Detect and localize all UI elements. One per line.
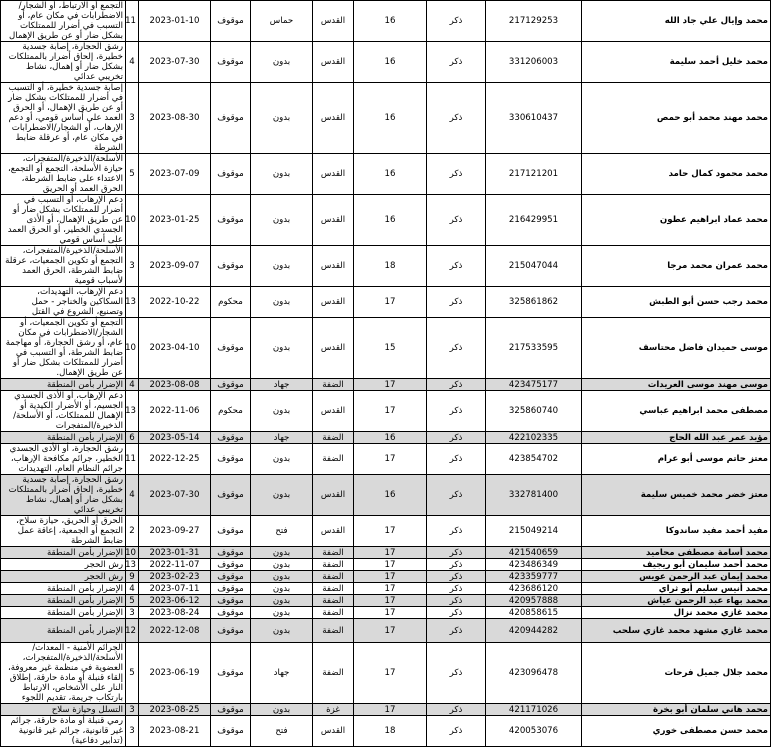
cell-id: 421540659 [486,547,582,559]
table-row [1,559,771,571]
cell-affiliation: بدون [251,547,313,559]
table-row [1,318,771,379]
cell-name: محمد عمران محمد مرجا [582,246,771,287]
cell-count: 3 [126,246,139,287]
cell-count: 4 [126,42,139,83]
table-body [1,1,771,747]
cell-count: 12 [126,619,139,643]
cell-date: 2023-01-25 [139,195,211,246]
cell-id: 420944282 [486,619,582,643]
cell-name: محمد عماد ابراهيم عطون [582,195,771,246]
cell-status: موقوف [211,583,251,595]
cell-charges: الإضرار بأمن المنطقة [1,379,126,391]
cell-region: الضفة [313,619,354,643]
cell-affiliation: بدون [251,559,313,571]
cell-date: 2023-06-19 [139,643,211,704]
cell-charges: دعم الإرهاب، التهديدات، السكاكين والخناجر - حمل وتصنيع، الشروع في القتل [1,287,126,318]
cell-date: 2023-04-10 [139,318,211,379]
cell-gender: ذكر [427,704,486,716]
cell-id: 217129253 [486,1,582,42]
cell-name: محمد أحمد سليمان أبو ريجيف [582,559,771,571]
table-row [1,516,771,547]
cell-name: محمد خليل أحمد سليمة [582,42,771,83]
cell-status: موقوف [211,432,251,444]
cell-affiliation: بدون [251,571,313,583]
cell-date: 2022-12-08 [139,619,211,643]
table-row [1,391,771,432]
cell-gender: ذكر [427,391,486,432]
cell-region: القدس [313,1,354,42]
cell-count: 5 [126,595,139,607]
cell-charges: رشق الحجارة، أو الأذى الجسدي الخطير، جرائم مكافحة الإرهاب، جرائم النظام العام، التهديدات [1,444,126,475]
cell-gender: ذكر [427,607,486,619]
cell-count: 4 [126,475,139,516]
cell-count: 13 [126,559,139,571]
cell-region: القدس [313,154,354,195]
cell-name: محمد غازي محمد نزال [582,607,771,619]
cell-gender: ذكر [427,475,486,516]
cell-status: موقوف [211,444,251,475]
cell-status: موقوف [211,571,251,583]
cell-date: 2022-12-25 [139,444,211,475]
cell-charges: رش الحجر [1,571,126,583]
cell-id: 420957888 [486,595,582,607]
cell-age: 17 [354,391,427,432]
cell-id: 422102335 [486,432,582,444]
table-row [1,607,771,619]
cell-name: محمد بهاء عبد الرحمن عياش [582,595,771,607]
cell-date: 2023-08-25 [139,704,211,716]
cell-name: موسى حميدان فاضل محتاسف [582,318,771,379]
cell-affiliation: بدون [251,595,313,607]
cell-charges: الإضرار بأمن المنطقة [1,619,126,643]
cell-charges: الإضرار بأمن المنطقة [1,547,126,559]
cell-gender: ذكر [427,595,486,607]
table-row [1,643,771,704]
cell-age: 18 [354,246,427,287]
cell-gender: ذكر [427,619,486,643]
cell-affiliation: فتح [251,516,313,547]
cell-count: 6 [126,432,139,444]
cell-region: الضفة [313,571,354,583]
cell-date: 2023-01-31 [139,547,211,559]
cell-gender: ذكر [427,42,486,83]
cell-id: 423359777 [486,571,582,583]
cell-age: 16 [354,195,427,246]
cell-affiliation: بدون [251,475,313,516]
table-row [1,619,771,643]
cell-id: 215047044 [486,246,582,287]
table-row [1,704,771,716]
cell-status: موقوف [211,547,251,559]
cell-name: محمد هاني سلمان أبو بخرة [582,704,771,716]
cell-charges: الإضرار بأمن المنطقة [1,432,126,444]
cell-gender: ذكر [427,516,486,547]
cell-age: 16 [354,83,427,154]
cell-name: محمد محمود كمال حامد [582,154,771,195]
cell-date: 2023-07-30 [139,42,211,83]
cell-age: 17 [354,547,427,559]
cell-id: 325860740 [486,391,582,432]
cell-gender: ذكر [427,643,486,704]
table-row [1,595,771,607]
cell-id: 421171026 [486,704,582,716]
table-row [1,83,771,154]
cell-region: القدس [313,83,354,154]
cell-gender: ذكر [427,444,486,475]
cell-count: 11 [126,1,139,42]
cell-charges: التجمع أو تكوين الجمعيات، أو الشجار/الاضطرابات في مكان عام، أو رشق الحجارة، أو مهاجمة ضابط الشرطة، أو التسبب في أضرار للممتلكات بشكل ضار أو عن طريق الإهمال. [1,318,126,379]
cell-affiliation: بدون [251,246,313,287]
cell-age: 17 [354,704,427,716]
cell-count: 13 [126,287,139,318]
cell-charges: إصابة جسدية خطيرة، أو التسبب في أضرار للممتلكات بشكل ضار أو عن طريق الإهمال، أو الحرق العمد على أساس قومي، أو دعم الإرهاب، أو الشجار/الاضطرابات في مكان عام، أو عرقلة ضابط الشرطة [1,83,126,154]
cell-status: محكوم [211,391,251,432]
cell-status: موقوف [211,379,251,391]
cell-date: 2023-09-27 [139,516,211,547]
cell-region: الضفة [313,595,354,607]
cell-affiliation: بدون [251,42,313,83]
cell-gender: ذكر [427,154,486,195]
cell-affiliation: بدون [251,318,313,379]
table-row [1,583,771,595]
cell-date: 2023-07-11 [139,583,211,595]
cell-charges: الإضرار بأمن المنطقة [1,583,126,595]
cell-count: 4 [126,583,139,595]
cell-charges: رمي قنبلة أو مادة حارقة، جرائم غير قانونية، جرائم غير قانونية (تدابير دفاعية) [1,716,126,747]
cell-date: 2023-08-30 [139,83,211,154]
cell-count: 10 [126,318,139,379]
cell-region: الضفة [313,432,354,444]
cell-age: 16 [354,154,427,195]
cell-id: 423096478 [486,643,582,704]
cell-count: 10 [126,195,139,246]
cell-affiliation: بدون [251,607,313,619]
cell-status: موقوف [211,83,251,154]
cell-gender: ذكر [427,583,486,595]
cell-affiliation: حماس [251,1,313,42]
cell-date: 2023-06-12 [139,595,211,607]
cell-age: 17 [354,379,427,391]
cell-region: الضفة [313,444,354,475]
cell-id: 217121201 [486,154,582,195]
cell-date: 2023-09-07 [139,246,211,287]
cell-id: 420053076 [486,716,582,747]
cell-region: القدس [313,287,354,318]
cell-status: موقوف [211,516,251,547]
table-row [1,246,771,287]
cell-gender: ذكر [427,379,486,391]
cell-status: موقوف [211,619,251,643]
table-row [1,1,771,42]
cell-name: مصطفى محمد ابراهيم عباسي [582,391,771,432]
table-row [1,42,771,83]
cell-affiliation: فتح [251,716,313,747]
table-row [1,287,771,318]
cell-gender: ذكر [427,318,486,379]
cell-age: 17 [354,516,427,547]
cell-date: 2023-07-30 [139,475,211,516]
cell-count: 3 [126,704,139,716]
cell-id: 325861862 [486,287,582,318]
cell-region: غزة [313,704,354,716]
cell-id: 330610437 [486,83,582,154]
cell-charges: التسلل وحيازة سلاح [1,704,126,716]
cell-id: 423854702 [486,444,582,475]
cell-region: القدس [313,318,354,379]
table-row [1,379,771,391]
cell-region: الضفة [313,379,354,391]
cell-id: 423486349 [486,559,582,571]
cell-age: 17 [354,571,427,583]
cell-count: 13 [126,391,139,432]
cell-region: الضفة [313,643,354,704]
cell-id: 332781400 [486,475,582,516]
cell-count: 5 [126,154,139,195]
cell-id: 423475177 [486,379,582,391]
cell-affiliation: بدون [251,391,313,432]
cell-affiliation: بدون [251,195,313,246]
cell-date: 2023-05-14 [139,432,211,444]
cell-age: 17 [354,444,427,475]
cell-status: موقوف [211,559,251,571]
cell-date: 2023-07-09 [139,154,211,195]
cell-date: 2022-10-22 [139,287,211,318]
cell-region: الضفة [313,607,354,619]
cell-region: القدس [313,195,354,246]
cell-charges: دعم الإرهاب، أو الأذى الجسدي الجسيم، أو الأضرار الكيدية أو الإهمال للممتلكات، أو الأسلحة/الذخيرة/المتفجرات [1,391,126,432]
cell-age: 17 [354,607,427,619]
table-row [1,154,771,195]
cell-name: محمد أنيس سليم أبو ثراي [582,583,771,595]
cell-id: 423686120 [486,583,582,595]
cell-region: القدس [313,391,354,432]
cell-gender: ذكر [427,246,486,287]
cell-status: موقوف [211,1,251,42]
cell-charges: التجمع أو الارتباط، أو الشجار/الاضطرابات في مكان عام، أو التسبب في أضرار للممتلكات بشكل ضار أو عن طريق الإهمال [1,1,126,42]
cell-affiliation: جهاد [251,432,313,444]
cell-name: معتز خضر محمد خميس سليمة [582,475,771,516]
cell-status: موقوف [211,475,251,516]
cell-id: 331206003 [486,42,582,83]
cell-count: 5 [126,643,139,704]
cell-affiliation: بدون [251,583,313,595]
cell-affiliation: جهاد [251,643,313,704]
cell-count: 3 [126,607,139,619]
cell-gender: ذكر [427,195,486,246]
cell-charges: الجرائم الأمنية - المعدات/الأسلحة/الذخيرة/المتفجرات، العضوية في منظمة غير معروفة، إلقاء قنبلة أو مادة حارقة، إطلاق النار على الأشخاص، الارتباط بارتكاب جريمة، تقديم اللجوء [1,643,126,704]
cell-age: 17 [354,287,427,318]
cell-region: القدس [313,716,354,747]
cell-date: 2023-08-21 [139,716,211,747]
cell-gender: ذكر [427,432,486,444]
cell-affiliation: بدون [251,704,313,716]
table-row [1,432,771,444]
cell-date: 2023-08-08 [139,379,211,391]
cell-region: الضفة [313,547,354,559]
cell-affiliation: بدون [251,83,313,154]
cell-date: 2023-02-23 [139,571,211,583]
cell-gender: ذكر [427,287,486,318]
cell-region: الضفة [313,583,354,595]
cell-status: موقوف [211,607,251,619]
cell-name: محمد غازي مشهد محمد غازي سلحب [582,619,771,643]
cell-count: 10 [126,547,139,559]
cell-gender: ذكر [427,547,486,559]
cell-name: معتز حاتم موسى أبو عرام [582,444,771,475]
cell-count: 11 [126,444,139,475]
cell-region: القدس [313,42,354,83]
table-row [1,475,771,516]
cell-age: 17 [354,619,427,643]
cell-count: 4 [126,379,139,391]
cell-affiliation: جهاد [251,379,313,391]
cell-id: 215049214 [486,516,582,547]
cell-charges: رش الحجر [1,559,126,571]
cell-count: 3 [126,716,139,747]
cell-name: محمد جلال جميل فرحات [582,643,771,704]
cell-age: 16 [354,1,427,42]
cell-gender: ذكر [427,1,486,42]
cell-status: موقوف [211,643,251,704]
cell-status: موقوف [211,195,251,246]
cell-status: موقوف [211,318,251,379]
cell-region: الضفة [313,559,354,571]
cell-region: القدس [313,475,354,516]
cell-gender: ذكر [427,83,486,154]
cell-status: موقوف [211,154,251,195]
cell-date: 2023-08-24 [139,607,211,619]
cell-affiliation: بدون [251,444,313,475]
cell-id: 420858615 [486,607,582,619]
table-row [1,547,771,559]
cell-age: 17 [354,643,427,704]
cell-status: موقوف [211,704,251,716]
cell-count: 2 [126,516,139,547]
cell-date: 2022-11-06 [139,391,211,432]
table-row [1,195,771,246]
cell-status: موقوف [211,716,251,747]
cell-charges: الإضرار بأمن المنطقة [1,595,126,607]
cell-charges: رشق الحجارة، إصابة جسدية خطيرة، إلحاق أضرار بالممتلكات بشكل ضار أو إهمال، نشاط تخريبي عدائي [1,42,126,83]
cell-name: محمد وإيال علي جاد الله [582,1,771,42]
table-row [1,571,771,583]
cell-charges: الأسلحة/الذخيرة/المتفجرات، التجمع أو تكوين الجمعيات، عرقلة ضابط الشرطة، الحرق العمد لأسباب قومية [1,246,126,287]
cell-age: 16 [354,42,427,83]
cell-charges: الأسلحة/الذخيرة/المتفجرات، حيازة الأسلحة، التجمع أو التجمع، الاعتداء على ضابط الشرطة، الحرق العمد أو الحريق [1,154,126,195]
cell-status: موقوف [211,42,251,83]
cell-gender: ذكر [427,559,486,571]
cell-age: 17 [354,595,427,607]
cell-status: موقوف [211,595,251,607]
cell-name: مفيد أحمد مفيد ساندوكا [582,516,771,547]
cell-name: موسى مهند موسى العريدات [582,379,771,391]
cell-id: 217533595 [486,318,582,379]
cell-charges: دعم الإرهاب، أو التسبب في أضرار للممتلكات بشكل ضار أو عن طريق الإهمال، أو الأذى الجسدي الخطير، أو الحرق العمد على أساس قومي [1,195,126,246]
cell-name: محمد أسامة مصطفى محاميد [582,547,771,559]
cell-charges: الحرق أو الحريق، حيازة سلاح، التجمع أو الجمعية، إعاقة عمل ضابط الشرطة [1,516,126,547]
cell-region: القدس [313,516,354,547]
cell-name: مؤيد عمر عبد الله الحاج [582,432,771,444]
cell-count: 3 [126,83,139,154]
cell-gender: ذكر [427,571,486,583]
cell-status: موقوف [211,246,251,287]
cell-affiliation: بدون [251,619,313,643]
cell-charges: رشق الحجارة، إصابة جسدية خطيرة، إلحاق أضرار بالممتلكات بشكل ضار أو إهمال، نشاط تخريبي عدائي [1,475,126,516]
cell-date: 2022-11-07 [139,559,211,571]
table-row [1,444,771,475]
cell-affiliation: بدون [251,154,313,195]
cell-name: محمد حسن مصطفى خوري [582,716,771,747]
cell-region: القدس [313,246,354,287]
cell-age: 15 [354,318,427,379]
cell-charges: الإضرار بأمن المنطقة [1,607,126,619]
cell-date: 2023-01-10 [139,1,211,42]
cell-age: 18 [354,716,427,747]
table-row [1,716,771,747]
cell-affiliation: بدون [251,287,313,318]
cell-gender: ذكر [427,716,486,747]
cell-count: 9 [126,571,139,583]
cell-id: 216429951 [486,195,582,246]
cell-age: 16 [354,432,427,444]
cell-age: 17 [354,559,427,571]
cell-age: 16 [354,475,427,516]
cell-age: 17 [354,583,427,595]
cell-status: محكوم [211,287,251,318]
cell-name: محمد إيمان عبد الرحمن عويس [582,571,771,583]
cell-name: محمد رجب حسن أبو الطبش [582,287,771,318]
cell-name: محمد مهند محمد أبو حمص [582,83,771,154]
